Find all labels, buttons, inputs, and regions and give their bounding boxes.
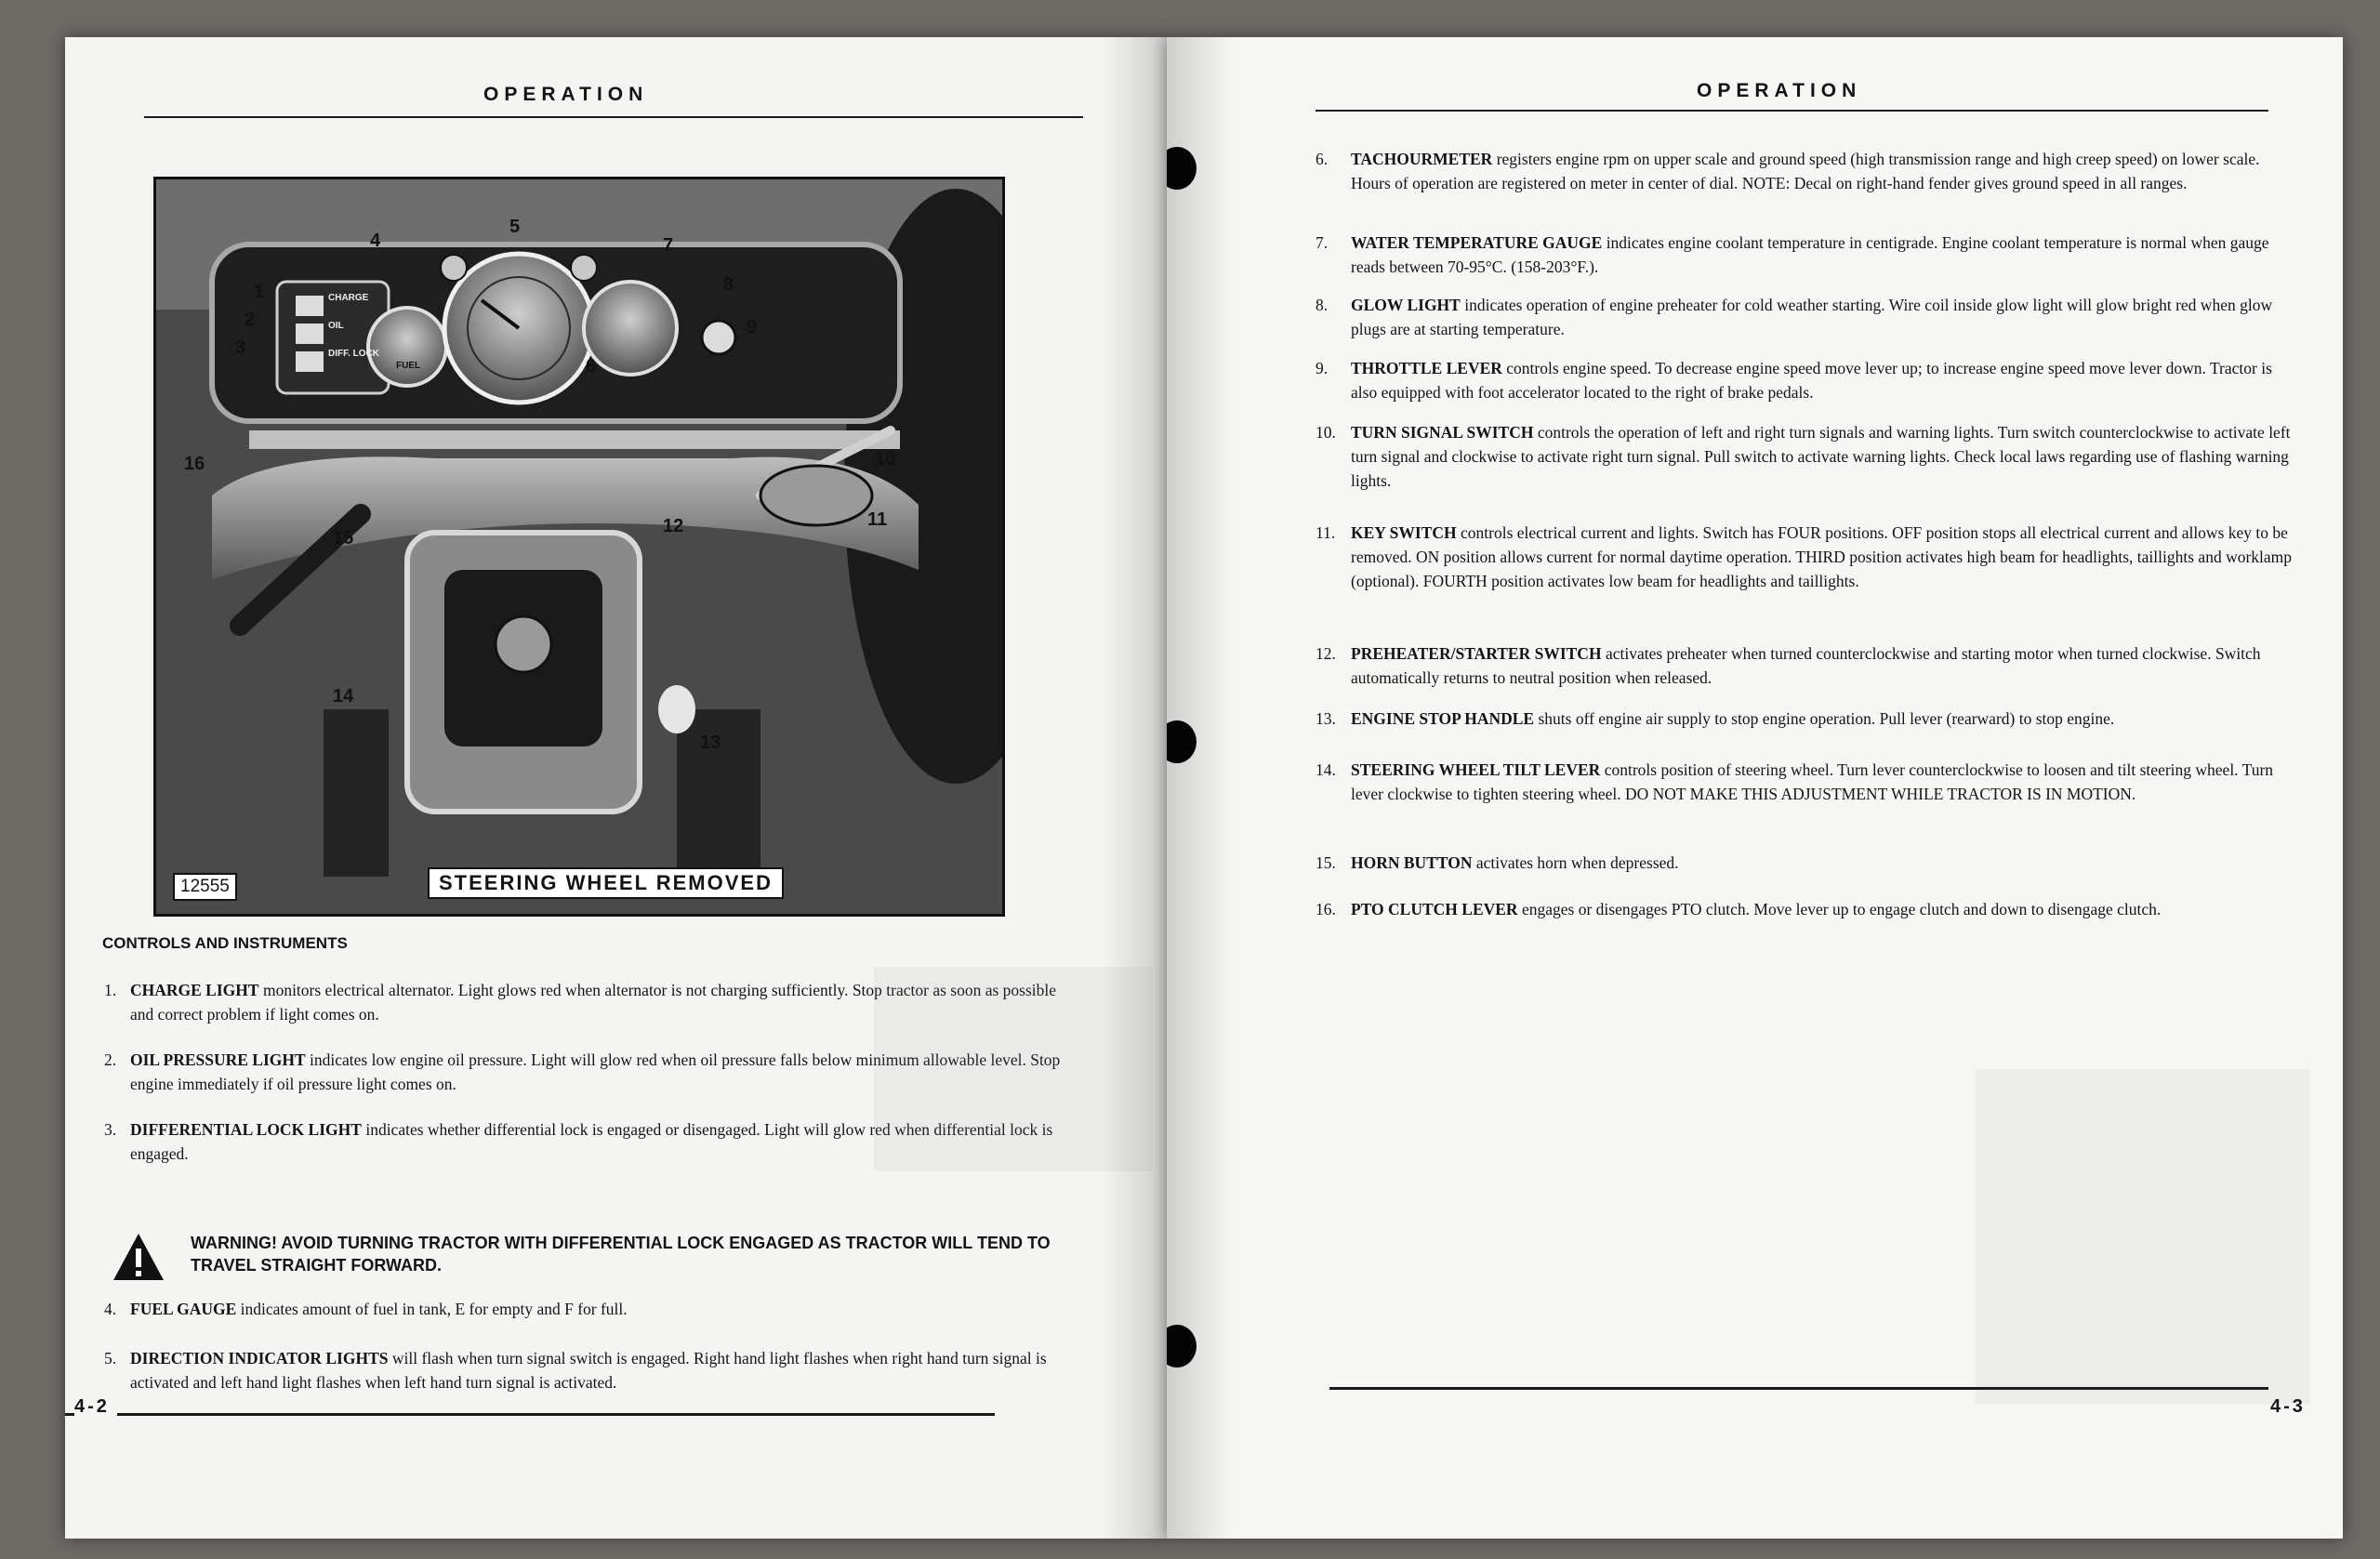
item-number: 3. [104,1120,117,1139]
list-item [1316,851,2301,875]
footer-rule [1329,1387,2268,1390]
page-header: OPERATION [1697,80,1862,101]
item-number: 5. [104,1349,117,1367]
section-title: CONTROLS AND INSTRUMENTS [102,934,348,952]
list-item [1316,521,2301,593]
callout-12: 12 [663,516,684,536]
item-title: DIRECTION INDICATOR LIGHTS [130,1349,389,1367]
item-text: controls position of steering wheel. Turn lever counterclockwise to loosen and tilt steering wheel. Turn lever clockwise to tighten steering wheel. DO NOT MAKE THIS ADJUSTMENT WHILE TRACTOR IS IN MOTION. [1351,760,2274,803]
photo-caption: STEERING WHEEL REMOVED [428,867,784,899]
item-title: PTO CLUTCH LEVER [1351,900,1518,918]
callout-14: 14 [333,686,354,707]
item-title: WATER TEMPERATURE GAUGE [1351,233,1603,252]
item-text: controls electrical current and lights. Switch has FOUR positions. OFF position stops all electrical current and allows key to be removed. ON position allows current for normal daytime operation. THIRD position activates high beam for headlights, taillights and worklamp (optional). FOURTH position activates low beam for headlights and taillights. [1351,523,2293,590]
item-text: indicates operation of engine preheater for cold weather starting. Wire coil inside glow light will glow bright red when glow plugs are at starting temperature. [1351,296,2273,338]
item-title: PREHEATER/STARTER SWITCH [1351,644,1602,663]
item-text: monitors electrical alternator. Light glows red when alternator is not charging sufficiently. Stop tractor as soon as possible and correct problem if light comes on. [130,981,1057,1024]
callout-4: 4 [370,231,381,251]
dashboard-photo [153,177,1005,917]
item-number: 16. [1316,900,1336,918]
spine-shadow [1167,37,1232,1539]
callout-5: 5 [509,217,521,237]
item-title: FUEL GAUGE [130,1300,237,1318]
item-text: engages or disengages PTO clutch. Move lever up to engage clutch and down to disengage clutch. [1517,900,2162,918]
list-item [104,1346,1062,1394]
gauge-label-oil: OIL [328,321,344,331]
item-text: indicates amount of fuel in tank, E for empty and F for full. [236,1300,628,1318]
item-text: indicates engine coolant temperature in centigrade. Engine coolant temperature is normal when gauge reads between 70-95°C. (158-203°F.). [1351,233,2269,276]
photo-number: 12555 [173,873,237,901]
show-through [1976,1069,2310,1404]
item-number: 7. [1316,233,1329,252]
item-number: 13. [1316,709,1336,728]
callout-6: 6 [586,356,597,377]
gauge-label-diff-lock: DIFF. LOCK [328,349,379,359]
list-item [1316,897,2301,921]
item-number: 14. [1316,760,1336,779]
callout-11: 11 [867,509,888,530]
item-number: 11. [1316,523,1336,542]
list-item [1316,707,2301,731]
callout-7: 7 [663,235,674,256]
punch-hole [1167,720,1197,763]
warning-triangle-icon [112,1232,165,1282]
item-title: CHARGE LIGHT [130,981,259,999]
item-number: 4. [104,1300,117,1318]
callout-2: 2 [245,310,256,330]
show-through [874,967,1153,1171]
item-number: 2. [104,1050,117,1069]
dashboard-illustration [156,179,1002,914]
item-number: 10. [1316,423,1336,442]
list-item [1316,420,2301,493]
item-number: 1. [104,981,117,999]
header-rule [144,116,1083,118]
item-number: 8. [1316,296,1329,314]
item-title: KEY SWITCH [1351,523,1457,542]
item-number: 15. [1316,853,1336,872]
item-text: controls engine speed. To decrease engine speed move lever up; to increase engine speed move lever down. Tractor is also equipped with foot accelerator located to the right of brake pedals. [1351,359,2272,402]
list-item [104,1297,1062,1321]
left-page [65,37,1167,1539]
callout-15: 15 [333,528,354,548]
list-item [1316,147,2301,195]
item-title: GLOW LIGHT [1351,296,1461,314]
callout-16: 16 [184,454,205,474]
item-number: 6. [1316,150,1329,168]
callout-1: 1 [254,282,265,302]
item-text: registers engine rpm on upper scale and ground speed (high transmission range and high creep speed) on lower scale. Hours of operation are registered on meter in center of dial. NOTE: Decal on right-hand fender gives ground speed in all ranges. [1351,150,2260,192]
item-title: HORN BUTTON [1351,853,1473,872]
item-title: TURN SIGNAL SWITCH [1351,423,1534,442]
item-title: DIFFERENTIAL LOCK LIGHT [130,1120,362,1139]
list-item [1316,641,2301,690]
item-text: controls the operation of left and right turn signals and warning lights. Turn switch counterclockwise to activate left turn signal and clockwise to activate right turn signal. Pull switch to activate warning lights. Check local laws regarding use of flashing warning lights. [1351,423,2291,490]
callout-9: 9 [747,317,758,337]
callout-13: 13 [700,733,721,753]
page-number: 4-2 [74,1396,117,1418]
item-text: will flash when turn signal switch is engaged. Right hand light flashes when right hand turn signal is activated and left hand light flashes when left hand turn signal is activated. [130,1349,1047,1392]
callout-8: 8 [723,274,734,295]
list-item [1316,356,2301,404]
item-title: THROTTLE LEVER [1351,359,1502,377]
item-number: 9. [1316,359,1329,377]
item-text: activates horn when depressed. [1472,853,1679,872]
item-title: TACHOURMETER [1351,150,1493,168]
warning-text: WARNING! AVOID TURNING TRACTOR WITH DIFFERENTIAL LOCK ENGAGED AS TRACTOR WILL TEND TO TRAVEL STRAIGHT FORWARD. [191,1234,1051,1275]
item-text: indicates low engine oil pressure. Light will glow red when oil pressure falls below minimum allowable level. Stop engine immediately if oil pressure light comes on. [130,1050,1061,1093]
list-item [1316,231,2301,279]
item-text: indicates whether differential lock is engaged or disengaged. Light will glow red when differential lock is engaged. [130,1120,1053,1163]
item-title: STEERING WHEEL TILT LEVER [1351,760,1601,779]
callout-10: 10 [875,449,896,469]
list-item [1316,293,2301,341]
item-text: shuts off engine air supply to stop engine operation. Pull lever (rearward) to stop engine. [1534,709,2115,728]
gauge-label-fuel: FUEL [396,361,421,371]
list-item [1316,758,2301,806]
right-page [1167,37,2343,1539]
spine-shadow [1102,37,1167,1539]
item-number: 12. [1316,644,1336,663]
punch-hole [1167,1325,1197,1367]
callout-3: 3 [235,337,246,358]
item-text: activates preheater when turned counterclockwise and starting motor when turned clockwise. Switch automatically returns to neutral position when released. [1351,644,2261,687]
header-rule [1316,110,2268,112]
item-title: OIL PRESSURE LIGHT [130,1050,306,1069]
punch-hole [1167,147,1197,190]
page-number: 4-3 [2270,1396,2306,1417]
gauge-label-charge: CHARGE [328,293,369,303]
page-header: OPERATION [483,84,649,105]
footer-rule [65,1413,995,1416]
item-title: ENGINE STOP HANDLE [1351,709,1535,728]
